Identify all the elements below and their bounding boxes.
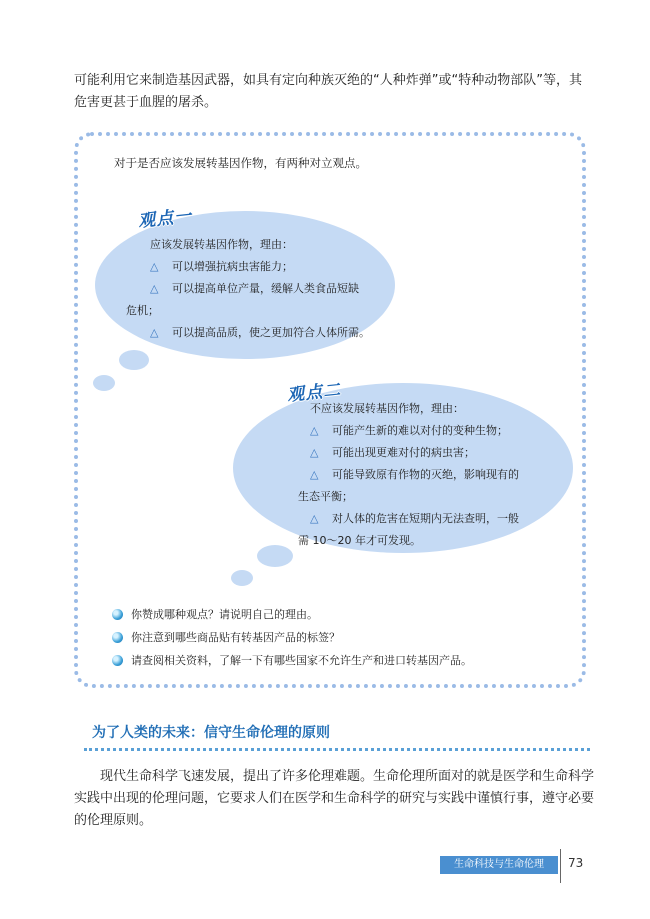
triangle-bullet-icon: △ — [150, 260, 159, 273]
viewpoint-two-title: 观点二 — [286, 380, 343, 406]
question-bullet-icon — [112, 609, 123, 620]
triangle-bullet-icon: △ — [310, 468, 319, 481]
body-paragraph: 现代生命科学飞速发展，提出了许多伦理难题。生命伦理所面对的就是医学和生命科学实践中出现的伦理问题，它要求人们在医学和生命科学的研究与实践中谨慎行事，遵守必要的伦理原则。 — [74, 769, 595, 828]
question-item: 你注意到哪些商品贴有转基因产品的标签？ — [112, 629, 340, 645]
viewpoint-two-item: △ 可能出现更难对付的病虫害； — [310, 442, 560, 464]
viewpoint-one-item: △ 可以提高单位产量，缓解人类食品短缺 — [150, 278, 390, 300]
viewpoint-two-item: △ 可能导致原有作物的灭绝，影响现有的 — [310, 464, 560, 486]
triangle-bullet-icon: △ — [150, 282, 159, 295]
intro-paragraph: 可能利用它来制造基因武器，如具有定向种族灭绝的“人种炸弹”或“特种动物部队”等，其危害更甚于血腥的屠杀。 — [74, 73, 582, 110]
triangle-bullet-icon: △ — [310, 424, 319, 437]
viewpoint-two-item: △ 可能产生新的难以对付的变种生物； — [310, 420, 560, 442]
cloud-one-bubble-small — [93, 375, 115, 391]
viewpoint-two-item: △ 对人体的危害在短期内无法查明，一般 — [310, 508, 560, 530]
footer-book-title: 生命科技与生命伦理 — [440, 856, 558, 874]
triangle-bullet-icon: △ — [310, 446, 319, 459]
box-lead: 对于是否应该发展转基因作物，有两种对立观点。 — [114, 156, 367, 170]
viewpoint-two-lead: 不应该发展转基因作物，理由： — [310, 402, 464, 415]
viewpoint-one-lead: 应该发展转基因作物，理由： — [150, 238, 293, 251]
question-bullet-icon — [112, 632, 123, 643]
viewpoint-two-item-cont: 需 10～20 年才可发现。 — [298, 534, 421, 547]
section-title: 为了人类的未来：信守生命伦理的原则 — [92, 725, 330, 741]
triangle-bullet-icon: △ — [150, 326, 159, 339]
question-item: 请查阅相关资料，了解一下有哪些国家不允许生产和进口转基因产品。 — [112, 652, 472, 668]
viewpoint-one-title: 观点一 — [137, 206, 194, 232]
viewpoint-one-item-cont: 危机； — [126, 304, 159, 317]
section-heading — [84, 722, 590, 751]
viewpoint-one-item: △ 可以增强抗病虫害能力； — [150, 256, 390, 278]
viewpoint-two-item-cont: 生态平衡； — [298, 490, 353, 503]
viewpoint-one-item: △ 可以提高品质，使之更加符合人体所需。 — [150, 322, 390, 344]
cloud-one-bubble-large — [119, 350, 149, 370]
viewpoint-two-content — [298, 398, 560, 552]
page-number: 73 — [568, 856, 584, 870]
question-bullet-icon — [112, 655, 123, 666]
triangle-bullet-icon: △ — [310, 512, 319, 525]
footer-divider — [560, 849, 561, 883]
question-item: 你赞成哪种观点？请说明自己的理由。 — [112, 606, 318, 622]
viewpoint-one-content — [126, 234, 390, 344]
cloud-two-bubble-small — [231, 570, 253, 586]
cloud-two-bubble-large — [257, 545, 293, 567]
